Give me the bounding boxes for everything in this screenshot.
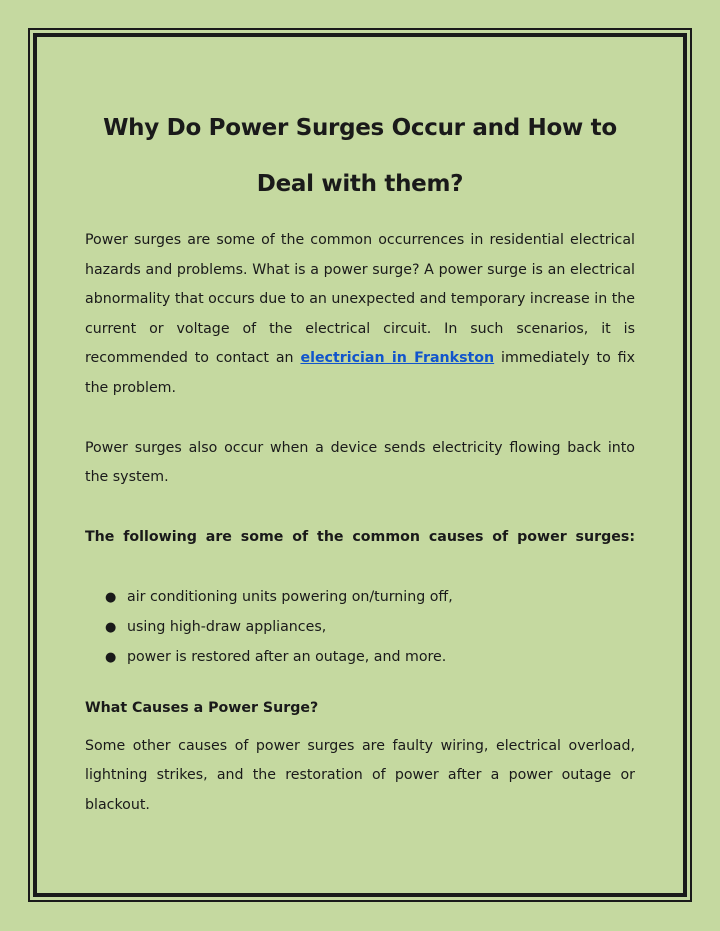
intro-text-after-link: immediately to fix the problem. [85,350,635,396]
list-item [105,643,635,673]
document-body [85,100,635,821]
list-item-text: using high-draw appliances, [127,618,327,635]
bullet-icon: ● [105,649,117,665]
bullet-icon: ● [105,619,117,635]
intro-text-before-link: Power surges are some of the common occurrences in residential electrical hazards and problems. What is a power surge? A power surge is an electrical abnormality that occurs due to an unexpected and temporary increase in the current or voltage of the electrical circuit. In such scenarios, it is recommended to contact an [85,232,635,367]
causes-intro: The following are some of the common causes of power surges: [85,528,635,545]
bullet-icon: ● [105,590,117,606]
list-item-text: air conditioning units powering on/turning off, [127,589,453,606]
document-title: Why Do Power Surges Occur and How to Deal with them? [103,115,617,197]
list-item [105,583,635,613]
list-item [105,613,635,643]
list-item-text: power is restored after an outage, and more. [127,648,447,665]
intro-paragraph [85,226,635,404]
other-causes-paragraph: Some other causes of power surges are faulty wiring, electrical overload, lightning strikes, and the restoration of power after a power outage or blackout. [85,737,635,813]
backflow-paragraph: Power surges also occur when a device sends electricity flowing back into the system. [85,439,635,486]
electrician-frankston-link[interactable]: electrician in Frankston [300,350,495,367]
section-heading: What Causes a Power Surge? [85,700,319,717]
causes-list [85,583,635,672]
